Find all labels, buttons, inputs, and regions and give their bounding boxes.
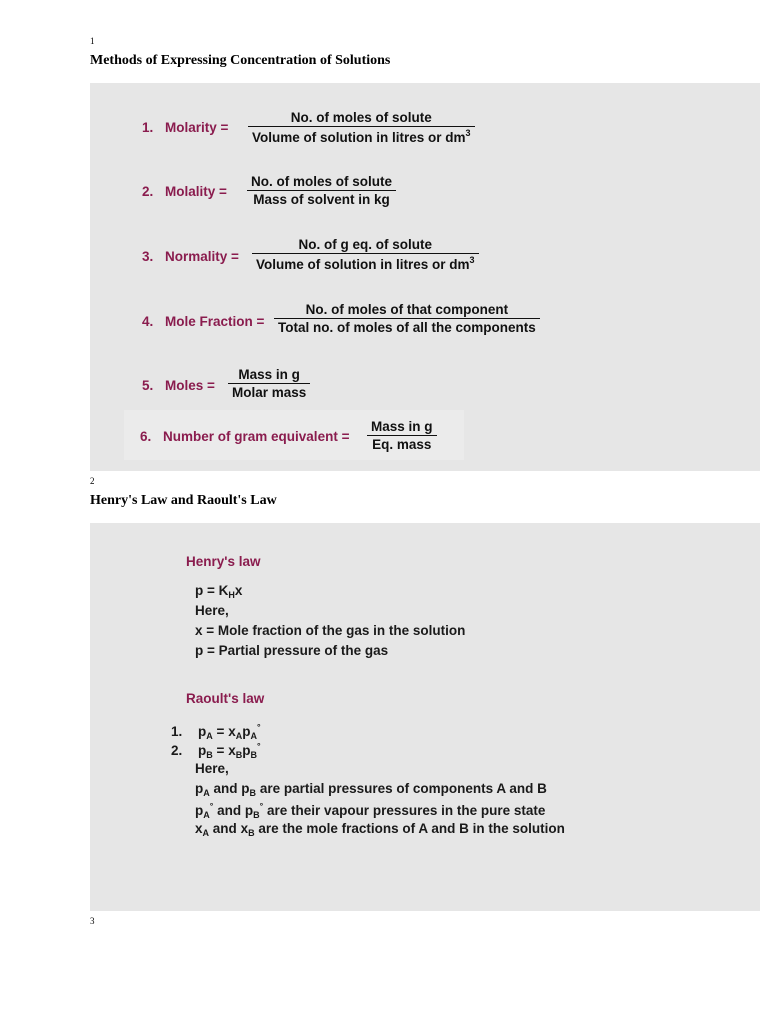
denominator: Molar mass: [232, 385, 307, 400]
raoult-here: Here,: [195, 761, 229, 776]
formula-gram-equivalent: [140, 429, 349, 444]
page-number: 3: [90, 916, 95, 926]
raoult-definition-2: $p_A^\circ$ and $p_B^\circ$ are their vapour pressures in the pure state: [195, 801, 546, 820]
henry-law-title: Henry's law: [186, 554, 261, 569]
mole-fraction-fraction: [274, 302, 540, 335]
numerator: No. of moles of that component: [274, 302, 540, 319]
raoult-law-title: Raoult's law: [186, 691, 265, 706]
henry-here: Here,: [195, 603, 229, 618]
moles-fraction: [228, 367, 310, 400]
formula-number: 1.: [142, 120, 154, 135]
gram-equivalent-fraction: [367, 419, 437, 452]
section-title: Methods of Expressing Concentration of Solutions: [90, 53, 391, 68]
laws-panel: [90, 523, 760, 911]
henry-definition-p: p = Partial pressure of the gas: [195, 643, 389, 658]
formula-mole-fraction: [142, 314, 264, 329]
page-number: 2: [90, 476, 95, 486]
formula-label: Molarity =: [165, 120, 229, 135]
molality-fraction: [247, 174, 396, 207]
normality-fraction: [252, 237, 479, 272]
formula-number: 5.: [142, 378, 154, 393]
numerator: No. of moles of solute: [247, 174, 396, 191]
denominator: Volume of solution in litres or $dm^3$: [252, 128, 471, 145]
numerator: No. of moles of solute: [248, 110, 475, 127]
raoult-equation-1: 1. $p_A = x_Ap_A^\circ$: [171, 722, 261, 741]
page-number: 1: [90, 36, 95, 46]
formula-label: Moles =: [165, 378, 215, 393]
formula-normality: [142, 249, 239, 264]
denominator: Total no. of moles of all the components: [278, 320, 536, 335]
formula-number: 4.: [142, 314, 154, 329]
section-title: Henry's Law and Raoult's Law: [90, 493, 277, 508]
denominator: Volume of solution in litres or $dm^3$: [256, 255, 475, 272]
numerator: Mass in g: [367, 419, 437, 436]
numerator: No. of g eq. of solute: [252, 237, 479, 254]
denominator: Eq. mass: [372, 437, 432, 452]
formula-molality: [142, 184, 227, 199]
formula-moles: [142, 378, 215, 393]
henry-definition-x: x = Mole fraction of the gas in the solution: [195, 623, 466, 638]
numerator: Mass in g: [228, 367, 310, 384]
raoult-equation-2: 2. $p_B = x_Bp_B^\circ$: [171, 741, 261, 760]
denominator: Mass of solvent in kg: [253, 192, 390, 207]
molarity-fraction: [248, 110, 475, 145]
formula-number: 2.: [142, 184, 154, 199]
formula-label: Molality =: [165, 184, 227, 199]
raoult-definition-1: $p_A$ and $p_B$ are partial pressures of components A and B: [195, 781, 547, 798]
formula-number: 3.: [142, 249, 154, 264]
formula-label: Normality =: [165, 249, 239, 264]
henry-equation: $p = K_Hx$: [195, 583, 243, 600]
concentration-formulas-panel: [90, 83, 760, 471]
formula-label: Number of gram equivalent =: [163, 429, 350, 444]
formula-number: 6.: [140, 429, 152, 444]
formula-molarity: [142, 120, 228, 135]
raoult-definition-3: $x_A$ and $x_B$ are the mole fractions of A and B in the solution: [195, 821, 565, 838]
formula-label: Mole Fraction =: [165, 314, 265, 329]
